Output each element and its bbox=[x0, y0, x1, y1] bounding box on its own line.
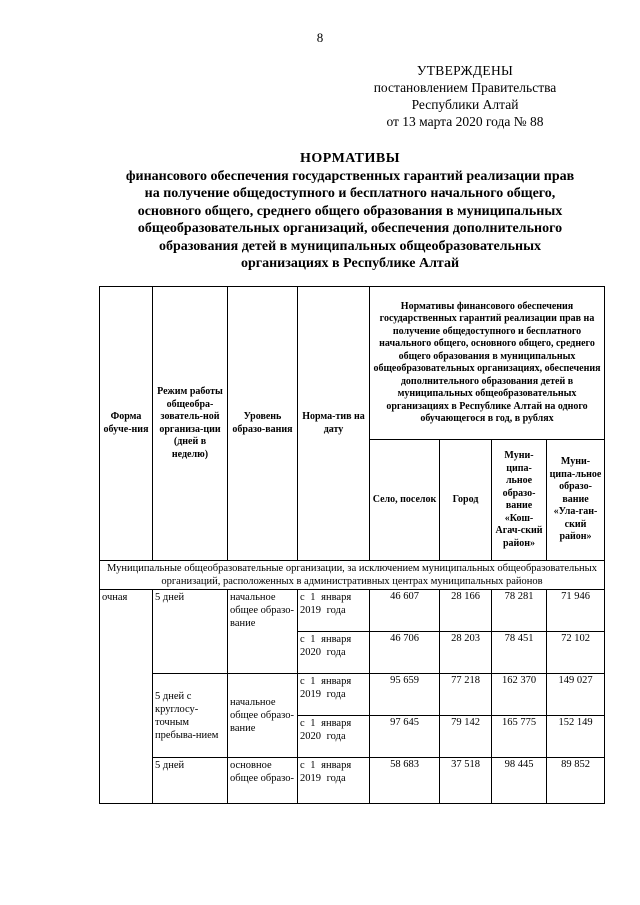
cell-kosh-agach: 162 370 bbox=[492, 674, 547, 716]
section-row bbox=[100, 561, 605, 590]
title-line: на получение общедоступного и бесплатного начального общего, bbox=[144, 186, 556, 201]
cell-village: 95 659 bbox=[370, 674, 440, 716]
page-number: 8 bbox=[316, 30, 324, 45]
title-line: организациях в Республике Алтай bbox=[240, 256, 460, 271]
cell-ulagan: 152 149 bbox=[547, 716, 605, 758]
cell-village: 58 683 bbox=[370, 758, 440, 804]
header-village: Село, поселок bbox=[370, 440, 440, 561]
cell-city: 37 518 bbox=[440, 758, 492, 804]
cell-city: 28 166 bbox=[440, 590, 492, 632]
cell-level: начальное общее образо-вание bbox=[228, 590, 298, 674]
cell-village: 46 607 bbox=[370, 590, 440, 632]
cell-kosh-agach: 78 281 bbox=[492, 590, 547, 632]
approval-line-4: от 13 марта 2020 года № 88 bbox=[386, 114, 544, 129]
cell-ulagan: 71 946 bbox=[547, 590, 605, 632]
cell-city: 77 218 bbox=[440, 674, 492, 716]
header-kosh-agach: Муни-ципа-льное образо-вание «Кош-Агач-ский район» bbox=[492, 440, 547, 561]
title-line: финансового обеспечения государственных гарантий реализации прав bbox=[125, 168, 575, 184]
cell-village: 46 706 bbox=[370, 632, 440, 674]
cell-date: с 1 января 2019 года bbox=[298, 758, 370, 804]
cell-level: начальное общее образо-вание bbox=[228, 674, 298, 758]
cell-date: с 1 января 2019 года bbox=[298, 590, 370, 632]
header-level: Уровень образо-вания bbox=[228, 287, 298, 561]
approval-block bbox=[345, 62, 585, 130]
cell-mode: 5 дней bbox=[153, 590, 228, 674]
table-row bbox=[100, 590, 605, 632]
cell-kosh-agach: 165 775 bbox=[492, 716, 547, 758]
table-header-row bbox=[100, 287, 605, 440]
header-group: Нормативы финансового обеспечения государственных гарантий реализации прав на получение общедоступного и бесплатного начального общего, основного общего, среднего общего образования в муниципальных общеобразовательных организациях, обеспечения дополнительного образования детей в муниципальных общеобразовательных организациях в Республике Алтай на одного обучающегося в год, в рублях bbox=[370, 287, 605, 440]
title-line: основного общего, среднего общего образования в муниципальных bbox=[137, 203, 563, 219]
cell-city: 79 142 bbox=[440, 716, 492, 758]
norms-table bbox=[99, 286, 605, 804]
cell-village: 97 645 bbox=[370, 716, 440, 758]
header-mode: Режим работы общеобра-зователь-ной организа-ции (дней в неделю) bbox=[153, 287, 228, 561]
table-row bbox=[100, 674, 605, 716]
cell-ulagan: 149 027 bbox=[547, 674, 605, 716]
cell-ulagan: 72 102 bbox=[547, 632, 605, 674]
approval-line-2: постановлением Правительства bbox=[373, 80, 557, 95]
cell-mode: 5 дней bbox=[153, 758, 228, 804]
title-line: общеобразовательных организаций, обеспечения дополнительного bbox=[137, 221, 563, 236]
approval-line-1: УТВЕРЖДЕНЫ bbox=[416, 63, 514, 78]
cell-level: основное общее образо- bbox=[228, 758, 298, 804]
cell-date: с 1 января 2020 года bbox=[298, 716, 370, 758]
cell-form: очная bbox=[100, 590, 153, 804]
header-date: Норма-тив на дату bbox=[298, 287, 370, 561]
cell-ulagan: 89 852 bbox=[547, 758, 605, 804]
header-ulagan: Муни-ципа-льное образо-вание «Ула-ган-ский район» bbox=[547, 440, 605, 561]
cell-kosh-agach: 98 445 bbox=[492, 758, 547, 804]
header-city: Город bbox=[440, 440, 492, 561]
cell-date: с 1 января 2019 года bbox=[298, 674, 370, 716]
approval-line-3: Республики Алтай bbox=[411, 97, 519, 112]
title-heading: НОРМАТИВЫ bbox=[300, 151, 400, 166]
table-row bbox=[100, 758, 605, 804]
cell-kosh-agach: 78 451 bbox=[492, 632, 547, 674]
title-line: образования детей в муниципальных общеобразовательных bbox=[158, 238, 542, 254]
header-form: Форма обуче-ния bbox=[100, 287, 153, 561]
document-title bbox=[100, 150, 600, 273]
cell-mode: 5 дней с круглосу-точным пребыва-нием bbox=[153, 674, 228, 758]
cell-date: с 1 января 2020 года bbox=[298, 632, 370, 674]
section-title: Муниципальные общеобразовательные организации, за исключением муниципальных общеобразовательных организаций, расположенных в административных центрах муниципальных районов bbox=[100, 561, 605, 590]
cell-city: 28 203 bbox=[440, 632, 492, 674]
